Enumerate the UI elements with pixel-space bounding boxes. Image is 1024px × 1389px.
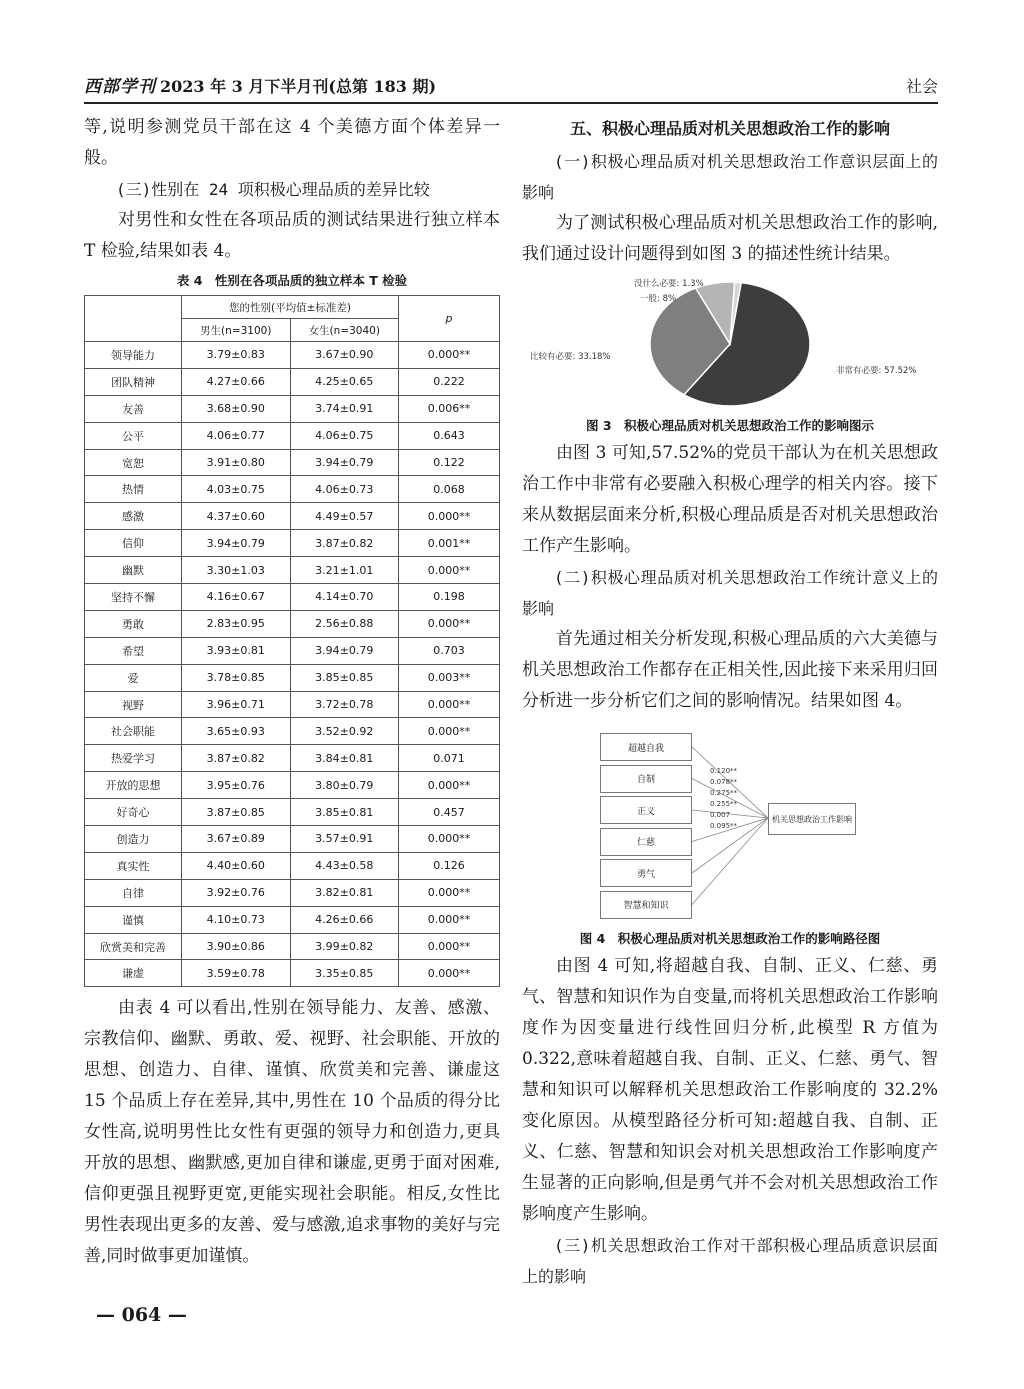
table-cell-name: 欣赏美和完善: [85, 933, 182, 960]
left-column: [84, 112, 500, 1272]
table-cell-p: 0.457: [399, 799, 500, 826]
table-male-header: 男生(n=3100): [182, 319, 291, 342]
table-cell-male: 3.87±0.85: [182, 799, 291, 826]
figure-4-path: [522, 729, 938, 925]
table-cell-p: 0.198: [399, 584, 500, 611]
table-cell-female: 2.56±0.88: [290, 610, 399, 637]
table-row: [85, 852, 500, 879]
table-cell-female: 4.26±0.66: [290, 906, 399, 933]
table-cell-female: 3.21±1.01: [290, 557, 399, 584]
table-cell-p: 0.000**: [399, 342, 500, 369]
table-row: [85, 826, 500, 853]
table-group-header: 您的性别(平均值±标准差): [182, 296, 399, 319]
table-cell-male: 4.06±0.77: [182, 422, 291, 449]
table-cell-name: 热爱学习: [85, 745, 182, 772]
table-cell-p: 0.000**: [399, 718, 500, 745]
table-cell-male: 3.92±0.76: [182, 879, 291, 906]
subheading: (二)积极心理品质对机关思想政治工作统计意义上的影响: [522, 568, 938, 618]
table-cell-p: 0.000**: [399, 826, 500, 853]
table-row: [85, 718, 500, 745]
table-row: [85, 879, 500, 906]
journal-logo: 西部学刊: [84, 77, 156, 97]
path-coefficient: 0.120**: [710, 767, 738, 775]
path-coefficient: 0.275**: [710, 789, 738, 797]
table-cell-name: 自律: [85, 879, 182, 906]
predictor-box: 超越自我: [600, 733, 692, 761]
table-cell-female: 3.87±0.82: [290, 530, 399, 557]
subheading: (三)机关思想政治工作对干部积极心理品质意识层面上的影响: [522, 1236, 938, 1286]
table-row: [85, 422, 500, 449]
table-cell-female: 3.72±0.78: [290, 691, 399, 718]
table-cell-p: 0.000**: [399, 906, 500, 933]
table-cell-p: 0.000**: [399, 503, 500, 530]
subheading: (三)性别在 24 项积极心理品质的差异比较: [116, 180, 430, 199]
table-cell-name: 开放的思想: [85, 772, 182, 799]
table-cell-female: 3.74±0.91: [290, 395, 399, 422]
table-cell-male: 3.59±0.78: [182, 960, 291, 987]
paragraph: 为了测试积极心理品质对机关思想政治工作的影响,我们通过设计问题得到如图 3 的描述性统计结果。: [522, 213, 938, 264]
table-cell-name: 幽默: [85, 557, 182, 584]
table-cell-name: 勇敢: [85, 610, 182, 637]
table-cell-male: 3.93±0.81: [182, 637, 291, 664]
section-heading: 五、积极心理品质对机关思想政治工作的影响: [569, 119, 890, 138]
pie-label: 一般: 8%: [640, 294, 677, 304]
paragraph: 等,说明参测党员干部在这 4 个美德方面个体差异一般。: [84, 117, 500, 168]
table-cell-p: 0.000**: [399, 960, 500, 987]
table-row: [85, 906, 500, 933]
table-row: [85, 610, 500, 637]
paragraph: 首先通过相关分析发现,积极心理品质的六大美德与机关思想政治工作都存在正相关性,因此接下来采用归回分析进一步分析它们之间的影响情况。结果如图 4。: [522, 629, 938, 711]
paragraph: 由图 4 可知,将超越自我、自制、正义、仁慈、勇气、智慧和知识作为自变量,而将机关思想政治工作影响度作为因变量进行线性回归分析,此模型 R 方值为 0.322,意味着超越自我、自制、正义、仁慈、勇气、智慧和知识可以解释机关思想政治工作影响度的 32.2%变化原因。从模型路径分析可知:超越自我、自制、正义、仁慈、智慧和知识会对机关思想政治工作影响度产生显著的正向影响,但是勇气并不会对机关思想政治工作影响度产生影响。: [522, 956, 938, 1224]
table-row: [85, 342, 500, 369]
figure-caption: 图 4 积极心理品质对机关思想政治工作的影响路径图: [579, 931, 881, 946]
table-row: [85, 799, 500, 826]
table-4: [84, 295, 500, 987]
table-cell-female: 3.85±0.85: [290, 664, 399, 691]
table-cell-p: 0.000**: [399, 879, 500, 906]
table-cell-name: 领导能力: [85, 342, 182, 369]
table-cell-male: 3.94±0.79: [182, 530, 291, 557]
table-cell-male: 3.96±0.71: [182, 691, 291, 718]
table-cell-name: 真实性: [85, 852, 182, 879]
table-cell-female: 4.49±0.57: [290, 503, 399, 530]
table-caption: 表 4 性别在各项品质的独立样本 T 检验: [176, 273, 408, 288]
table-row: [85, 557, 500, 584]
paragraph: 对男性和女性在各项品质的测试结果进行独立样本 T 检验,结果如表 4。: [84, 210, 500, 261]
table-cell-male: 4.16±0.67: [182, 584, 291, 611]
table-cell-p: 0.000**: [399, 691, 500, 718]
table-cell-name: 感激: [85, 503, 182, 530]
predictor-box: 自制: [600, 765, 692, 793]
table-cell-male: 3.68±0.90: [182, 395, 291, 422]
table-cell-p: 0.006**: [399, 395, 500, 422]
table-cell-name: 社会职能: [85, 718, 182, 745]
issue-label: 2023 年 3 月下半月刊(总第 183 期): [160, 77, 437, 96]
table-cell-p: 0.122: [399, 449, 500, 476]
table-cell-female: 3.99±0.82: [290, 933, 399, 960]
table-cell-male: 3.95±0.76: [182, 772, 291, 799]
table-row: [85, 637, 500, 664]
right-column: [522, 112, 938, 1292]
path-arrow: [692, 818, 768, 905]
table-cell-name: 宽恕: [85, 449, 182, 476]
table-cell-male: 3.78±0.85: [182, 664, 291, 691]
table-cell-p: 0.003**: [399, 664, 500, 691]
table-cell-female: 3.84±0.81: [290, 745, 399, 772]
table-cell-p: 0.071: [399, 745, 500, 772]
table-cell-male: 3.91±0.80: [182, 449, 291, 476]
table-row: [85, 933, 500, 960]
table-cell-male: 2.83±0.95: [182, 610, 291, 637]
table-cell-male: 4.40±0.60: [182, 852, 291, 879]
table-cell-female: 3.80±0.79: [290, 772, 399, 799]
table-row: [85, 503, 500, 530]
table-cell-name: 好奇心: [85, 799, 182, 826]
table-cell-p: 0.222: [399, 368, 500, 395]
table-cell-p: 0.126: [399, 852, 500, 879]
table-cell-female: 3.94±0.79: [290, 637, 399, 664]
table-cell-male: 4.03±0.75: [182, 476, 291, 503]
table-cell-name: 公平: [85, 422, 182, 449]
table-cell-name: 创造力: [85, 826, 182, 853]
table-row: [85, 664, 500, 691]
table-cell-female: 3.52±0.92: [290, 718, 399, 745]
path-coefficient: 0.078**: [710, 778, 738, 786]
table-cell-p: 0.000**: [399, 933, 500, 960]
figure-caption: 图 3 积极心理品质对机关思想政治工作的影响图示: [585, 418, 875, 433]
table-cell-female: 3.57±0.91: [290, 826, 399, 853]
pie-chart: [522, 276, 938, 412]
table-row: [85, 530, 500, 557]
table-cell-name: 视野: [85, 691, 182, 718]
table-cell-name: 信仰: [85, 530, 182, 557]
table-cell-name: 热情: [85, 476, 182, 503]
page-number: — 064 —: [96, 1304, 187, 1326]
table-cell-name: 坚持不懈: [85, 584, 182, 611]
table-cell-female: 3.67±0.90: [290, 342, 399, 369]
figure-3-pie: [522, 276, 938, 412]
table-cell-female: 3.94±0.79: [290, 449, 399, 476]
pie-label: 非常有必要: 57.52%: [836, 366, 917, 376]
table-cell-female: 3.35±0.85: [290, 960, 399, 987]
table-cell-female: 3.82±0.81: [290, 879, 399, 906]
table-cell-female: 4.06±0.75: [290, 422, 399, 449]
table-cell-female: 3.85±0.81: [290, 799, 399, 826]
table-cell-p: 0.643: [399, 422, 500, 449]
table-row: [85, 745, 500, 772]
page-header: [84, 68, 938, 104]
table-cell-p: 0.001**: [399, 530, 500, 557]
table-cell-male: 3.67±0.89: [182, 826, 291, 853]
table-row: [85, 584, 500, 611]
path-coefficient: 0.095**: [710, 822, 738, 830]
table-cell-female: 4.43±0.58: [290, 852, 399, 879]
table-cell-female: 4.06±0.73: [290, 476, 399, 503]
table-cell-female: 4.14±0.70: [290, 584, 399, 611]
table-cell-p: 0.000**: [399, 772, 500, 799]
table-cell-male: 3.87±0.82: [182, 745, 291, 772]
table-row: [85, 691, 500, 718]
path-coefficient: 0.007: [710, 811, 731, 819]
subheading: (一)积极心理品质对机关思想政治工作意识层面上的影响: [522, 152, 938, 202]
table-cell-male: 3.30±1.03: [182, 557, 291, 584]
table-cell-p: 0.703: [399, 637, 500, 664]
table-row: [85, 476, 500, 503]
predictor-box: 正义: [600, 796, 692, 824]
table-row: [85, 960, 500, 987]
paragraph: 由图 3 可知,57.52%的党员干部认为在机关思想政治工作中非常有必要融入积极心理学的相关内容。接下来从数据层面来分析,积极心理品质是否对机关思想政治工作产生影响。: [522, 443, 938, 556]
table-cell-name: 友善: [85, 395, 182, 422]
table-cell-male: 3.90±0.86: [182, 933, 291, 960]
pie-label: 没什么必要: 1.3%: [634, 279, 704, 289]
table-female-header: 女生(n=3040): [290, 319, 399, 342]
table-p-header: p: [399, 296, 500, 342]
predictor-box: 勇气: [600, 859, 692, 887]
table-cell-p: 0.068: [399, 476, 500, 503]
table-row: [85, 772, 500, 799]
table-cell-female: 4.25±0.65: [290, 368, 399, 395]
paragraph: 由表 4 可以看出,性别在领导能力、友善、感激、宗教信仰、幽默、勇敢、爱、视野、社会职能、开放的思想、创造力、自律、谨慎、欣赏美和完善、谦虚这 15 个品质上存在差异,其中,男性在 10 个品质的得分比女性高,说明男性比女性有更强的领导力和创造力,更具开放的思想、幽默感,更加自律和谦虚,更勇于面对困难,信仰更强且视野更宽,更能实现社会职能。相反,女性比男性表现出更多的友善、爱与感激,追求事物的美好与完善,同时做事更加谨慎。: [84, 998, 500, 1267]
table-cell-name: 谦虚: [85, 960, 182, 987]
table-cell-name: 希望: [85, 637, 182, 664]
table-cell-male: 3.79±0.83: [182, 342, 291, 369]
table-cell-p: 0.000**: [399, 557, 500, 584]
table-corner: [85, 296, 182, 342]
table-row: [85, 449, 500, 476]
table-row: [85, 395, 500, 422]
table-cell-name: 爱: [85, 664, 182, 691]
dependent-variable-box: 机关思想政治工作影响: [768, 803, 856, 835]
predictor-box: 智慧和知识: [600, 891, 692, 919]
table-cell-male: 4.37±0.60: [182, 503, 291, 530]
table-row: [85, 368, 500, 395]
pie-label: 比较有必要: 33.18%: [530, 352, 611, 362]
section-label: 社会: [905, 77, 938, 96]
table-cell-name: 谨慎: [85, 906, 182, 933]
table-cell-male: 4.27±0.66: [182, 368, 291, 395]
table-cell-name: 团队精神: [85, 368, 182, 395]
table-cell-p: 0.000**: [399, 610, 500, 637]
predictor-box: 仁慈: [600, 828, 692, 856]
table-cell-male: 4.10±0.73: [182, 906, 291, 933]
path-coefficient: 0.255**: [710, 800, 738, 808]
table-cell-male: 3.65±0.93: [182, 718, 291, 745]
